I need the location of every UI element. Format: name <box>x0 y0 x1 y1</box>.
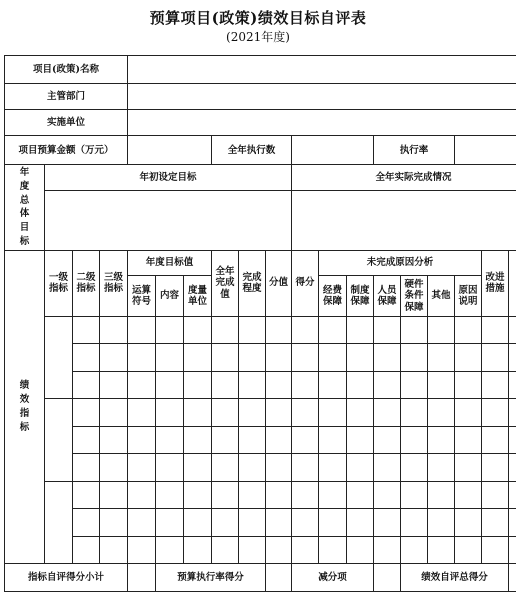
incomplete-reason-label: 未完成原因分析 <box>319 250 482 275</box>
row-dept <box>5 83 516 109</box>
page-title: 预算项目(政策)绩效目标自评表 <box>149 9 367 27</box>
actual-completion-label: 全年实际完成情况 <box>292 165 516 191</box>
content-label: 内容 <box>156 276 184 317</box>
unit-field[interactable] <box>128 109 516 135</box>
actual-completion-field[interactable] <box>292 191 516 250</box>
annual-target-label: 年度目标值 <box>128 250 212 275</box>
table-row <box>5 371 516 399</box>
system-label: 制度保障 <box>347 276 374 317</box>
score-label: 得分 <box>292 250 319 316</box>
level1-label: 一级指标 <box>45 250 73 316</box>
level2-label: 二级指标 <box>73 250 100 316</box>
dept-field[interactable] <box>128 83 516 109</box>
budget-exec-score-field[interactable] <box>266 564 292 592</box>
budget-label: 项目预算金额（万元） <box>5 136 128 165</box>
table-row <box>5 454 516 482</box>
funding-label: 经费保障 <box>319 276 347 317</box>
row-goal-header <box>5 165 516 191</box>
deduction-label: 减分项 <box>292 564 374 592</box>
evaluation-form <box>4 55 516 592</box>
annual-goal-label: 年度总体目标 <box>5 165 45 251</box>
table-row <box>5 509 516 537</box>
full-year-completion-label: 全年完成值 <box>212 250 239 316</box>
budget-field[interactable] <box>128 136 212 165</box>
subtotal-label: 指标自评得分小计 <box>5 564 128 592</box>
table-row <box>5 481 516 509</box>
table-row <box>5 536 516 564</box>
completion-degree-label: 完成程度 <box>239 250 266 316</box>
level1-cell[interactable] <box>45 316 73 399</box>
level3-label: 三级指标 <box>100 250 128 316</box>
score-value-label: 分值 <box>266 250 292 316</box>
operator-label: 运算符号 <box>128 276 156 317</box>
initial-goal-field[interactable] <box>45 191 292 250</box>
page-subtitle: (2021年度) <box>226 30 290 44</box>
subtotal-field[interactable] <box>128 564 156 592</box>
exec-rate-label: 执行率 <box>374 136 455 165</box>
dept-label: 主管部门 <box>5 83 128 109</box>
row-budget <box>5 136 516 165</box>
table-row <box>5 399 516 427</box>
unit-label: 实施单位 <box>5 109 128 135</box>
initial-goal-label: 年初设定目标 <box>45 165 292 191</box>
total-score-label: 绩效自评总得分 <box>401 564 509 592</box>
deduction-field[interactable] <box>374 564 401 592</box>
budget-exec-score-label: 预算执行率得分 <box>156 564 266 592</box>
personnel-label: 人员保障 <box>374 276 401 317</box>
other-label: 其他 <box>428 276 455 317</box>
hardware-label: 硬件条件保障 <box>401 276 428 317</box>
reason-desc-label: 原因说明 <box>455 276 482 317</box>
annual-exec-field[interactable] <box>292 136 374 165</box>
row-indicator-header-1 <box>5 250 516 275</box>
improve-label: 改进措施 <box>482 250 509 316</box>
unit-measure-label: 度量单位 <box>184 276 212 317</box>
level1-cell[interactable] <box>45 481 73 564</box>
project-name-label: 项目(政策)名称 <box>5 56 128 84</box>
row-project-name <box>5 56 516 84</box>
table-row <box>5 344 516 372</box>
perf-indicator-label: 绩效指标 <box>5 250 45 564</box>
exec-rate-field[interactable] <box>455 136 516 165</box>
annual-exec-label: 全年执行数 <box>212 136 292 165</box>
row-goal-content <box>5 191 516 250</box>
row-summary <box>5 564 516 592</box>
table-row <box>5 426 516 454</box>
total-score-field[interactable] <box>509 564 516 592</box>
level1-cell[interactable] <box>45 399 73 482</box>
project-name-field[interactable] <box>128 56 516 84</box>
row-unit <box>5 109 516 135</box>
table-row <box>5 316 516 344</box>
